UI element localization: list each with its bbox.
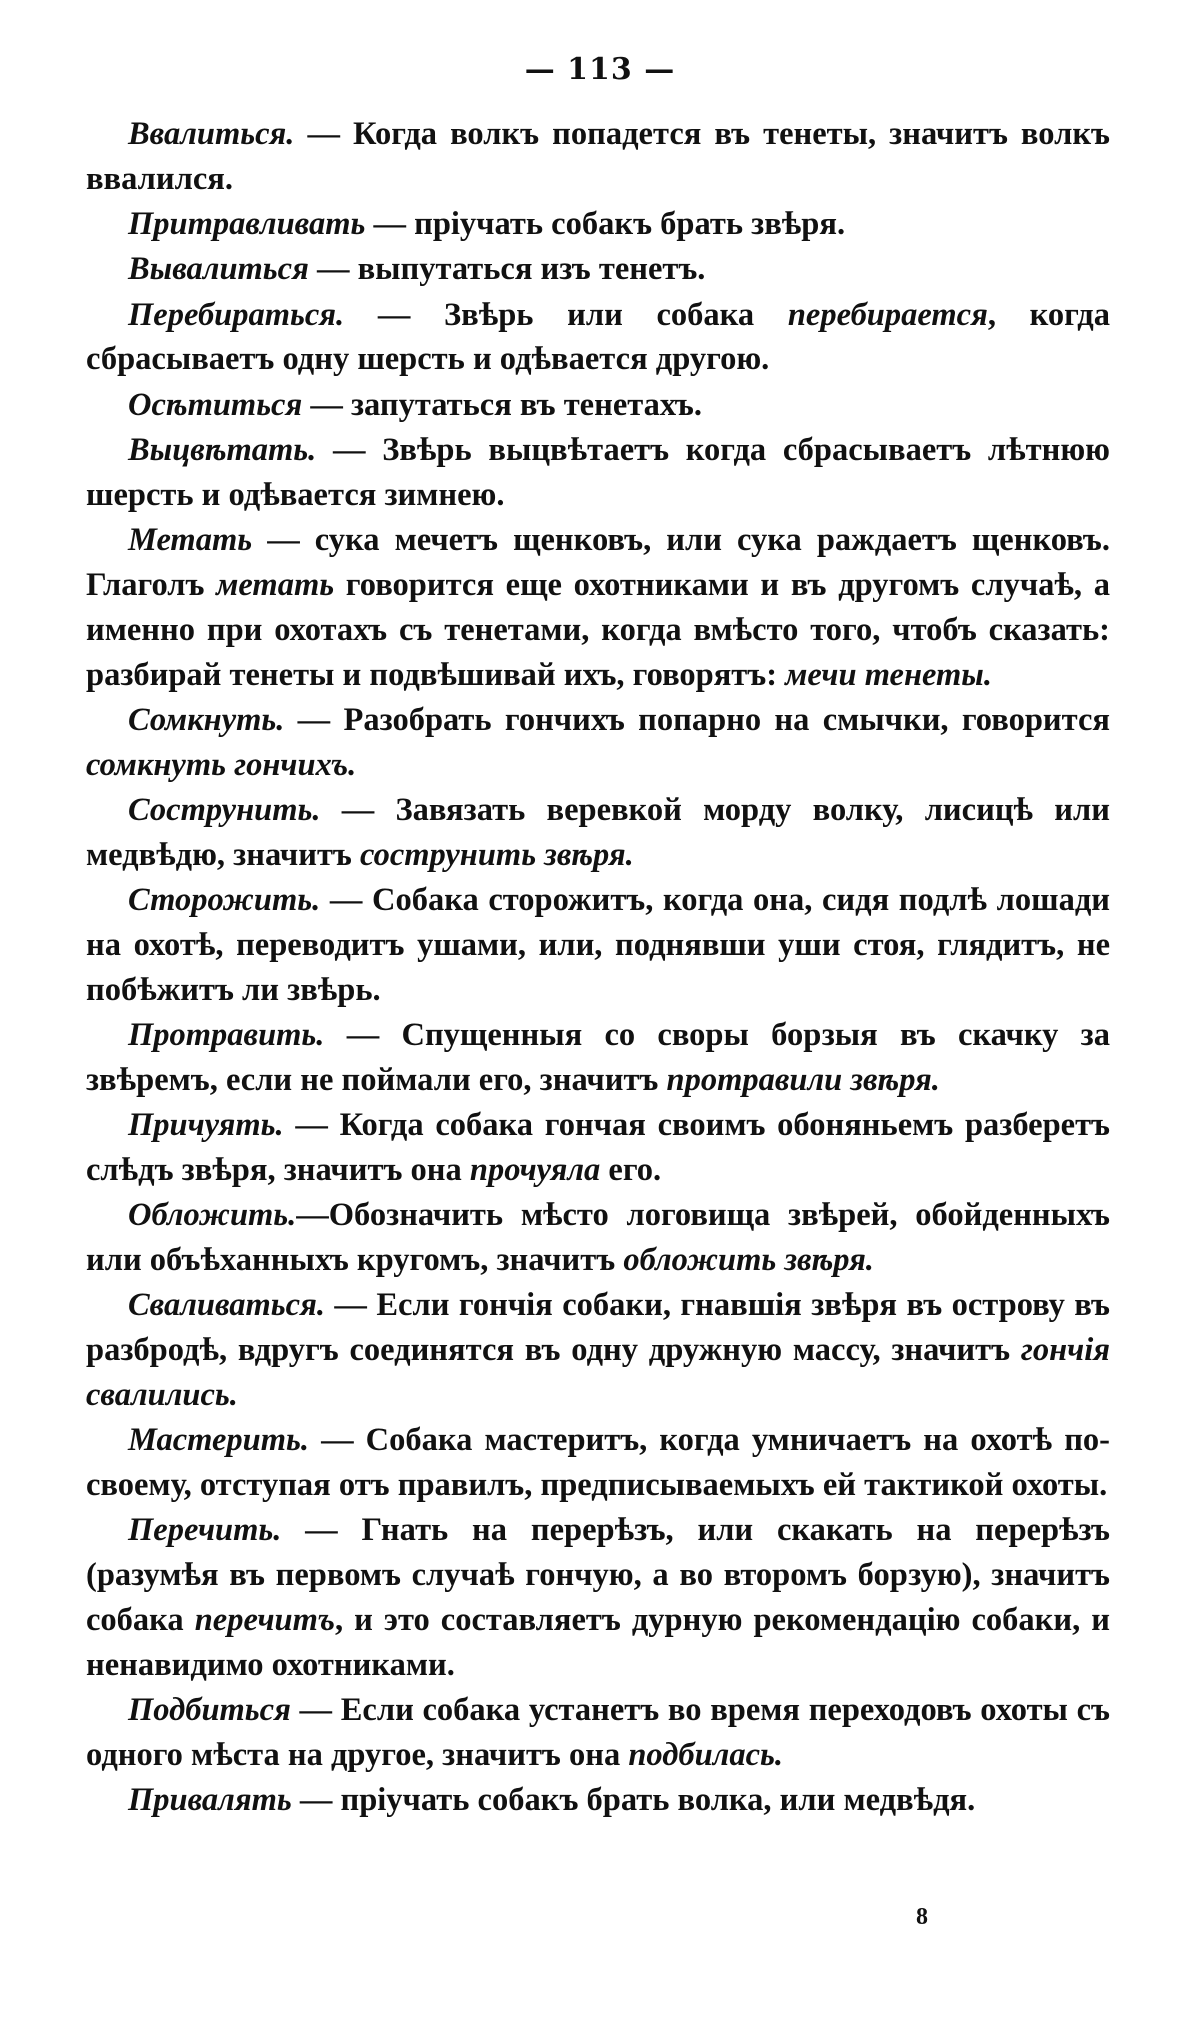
entry-term: Протравить. (128, 1016, 325, 1053)
glossary-entry (86, 1193, 1110, 1283)
entry-term: Метать (128, 522, 253, 559)
entry-emphasis: прочуяла (469, 1151, 601, 1188)
entry-emphasis: метать (216, 566, 335, 603)
entry-body: — Собака сторожитъ, когда она, сидя подлѣ лошади на охотѣ, переводитъ ушами, или, поднявши уши стоя, глядитъ, не побѣжитъ ли звѣрь. (86, 882, 1110, 1008)
entry-emphasis: сомкнуть гончихъ. (86, 746, 357, 783)
entry-term: Сваливаться. (128, 1287, 325, 1324)
glossary-entry (86, 1688, 1110, 1778)
glossary-entry (86, 698, 1110, 788)
entry-term: Подбиться (128, 1691, 291, 1728)
entry-emphasis: гончія свалились. (86, 1332, 1110, 1413)
entry-body: — Если гончія собаки, гнавшія звѣря въ острову въ разбродѣ, вдругъ соединятся въ одну дружную массу, значитъ (86, 1287, 1110, 1369)
printer-signature-mark: 8 (916, 1904, 928, 1930)
entry-emphasis: перечитъ (194, 1601, 335, 1638)
entry-body: — сука мечетъ щенковъ, или сука раждаетъ щенковъ. Глаголъ (86, 522, 1110, 603)
entry-term: Мастерить. (128, 1422, 309, 1459)
glossary-entry (86, 428, 1110, 518)
entry-term: Осѣтиться (128, 386, 303, 423)
glossary-entry (86, 202, 1110, 247)
glossary-entry (86, 383, 1110, 428)
entry-emphasis: подбилась. (628, 1736, 783, 1773)
entry-emphasis: перебирается (787, 296, 988, 333)
entry-emphasis: протравили звѣря. (666, 1061, 940, 1098)
entry-term: Обложить. (128, 1197, 297, 1234)
entry-term: Выцвѣтать. (128, 432, 317, 469)
glossary-entry (86, 1418, 1110, 1508)
entry-term: Сострунить. (128, 791, 321, 828)
entry-body: — пріучать собакъ брать звѣря. (365, 206, 846, 243)
glossary-entry (86, 518, 1110, 697)
entry-term: Притравливать (128, 206, 366, 243)
entry-term: Перечить. (128, 1512, 282, 1549)
entry-body: — Когда собака гончая своимъ обоняньемъ разберетъ слѣдъ звѣря, значитъ она (86, 1107, 1110, 1188)
entry-term: Сторожить. (128, 882, 321, 919)
entry-body: — Спущенныя со своры борзыя въ скачку за звѣремъ, если не поймали его, значитъ (86, 1016, 1110, 1098)
entry-tail: говорится еще охотниками и въ другомъ случаѣ, а именно при охотахъ съ тенетами, когда вмѣсто того, чтобъ сказать: разбирай тенеты и подвѣшивай ихъ, говорятъ: (86, 566, 1110, 693)
glossary-entry (86, 1778, 1110, 1823)
entry-term: Причуять. (128, 1107, 284, 1144)
page-number: — 113 — (524, 52, 676, 87)
entry-body: — Гнать на перерѣзъ, или скакать на перерѣзъ (разумѣя въ первомъ случаѣ гончую, а во второмъ борзую), значитъ собака (86, 1512, 1110, 1638)
entry-body: — Собака мастеритъ, когда умничаетъ на охотѣ по-своему, отступая отъ правилъ, предписываемыхъ ей тактикой охоты. (86, 1422, 1110, 1503)
glossary-entry (86, 1508, 1110, 1687)
entry-emphasis: обложить звѣря. (623, 1241, 874, 1278)
glossary-entry (86, 247, 1110, 292)
entry-body: — Если собака устанетъ во время переходовъ охоты съ одного мѣста на другое, значитъ она (86, 1691, 1110, 1773)
glossary-entry (86, 788, 1110, 878)
entry-term: Ввалиться. (128, 116, 295, 152)
entry-term: Привалять (128, 1781, 292, 1818)
entry-body: —Обозначить мѣсто логовища звѣрей, обойденныхъ или объѣханныхъ кругомъ, значитъ (86, 1197, 1110, 1278)
glossary-entry (86, 878, 1110, 1012)
entry-term: Вывалиться (128, 251, 309, 288)
entry-emphasis: мечи тенеты. (785, 656, 992, 693)
entry-tail: , когда сбрасываетъ одну шерсть и одѣвается другою. (86, 296, 1110, 378)
entry-body: — Когда волкъ попадется въ тенеты, значитъ волкъ ввалился. (86, 116, 1110, 197)
glossary-entry (86, 1103, 1110, 1193)
entry-body: — Звѣрь выцвѣтаетъ когда сбрасываетъ лѣтнюю шерсть и одѣвается зимнею. (86, 432, 1110, 513)
glossary-entry (86, 1283, 1110, 1417)
entry-term: Сомкнуть. (128, 701, 285, 738)
glossary-entry (86, 293, 1110, 383)
entry-term: Перебираться. (128, 296, 345, 333)
entry-body: — Завязать веревкой морду волку, лисицѣ или медвѣдю, значитъ (86, 791, 1110, 873)
entry-tail: , и это составляетъ дурную рекомендацію собаки, и ненавидимо охотниками. (86, 1601, 1110, 1683)
glossary-text (86, 112, 1110, 1823)
glossary-entry (86, 112, 1110, 202)
glossary-entry (86, 1013, 1110, 1103)
entry-body: — запутаться въ тенетахъ. (302, 386, 702, 423)
entry-body: — пріучать собакъ брать волка, или медвѣдя. (291, 1781, 976, 1818)
entry-body: — Разобрать гончихъ попарно на смычки, говорится (284, 701, 1110, 738)
entry-body: — выпутаться изъ тенетъ. (308, 251, 706, 288)
entry-emphasis: сострунить звѣря. (359, 836, 634, 873)
entry-tail: его. (600, 1151, 662, 1188)
entry-body: — Звѣрь или собака (344, 296, 788, 333)
